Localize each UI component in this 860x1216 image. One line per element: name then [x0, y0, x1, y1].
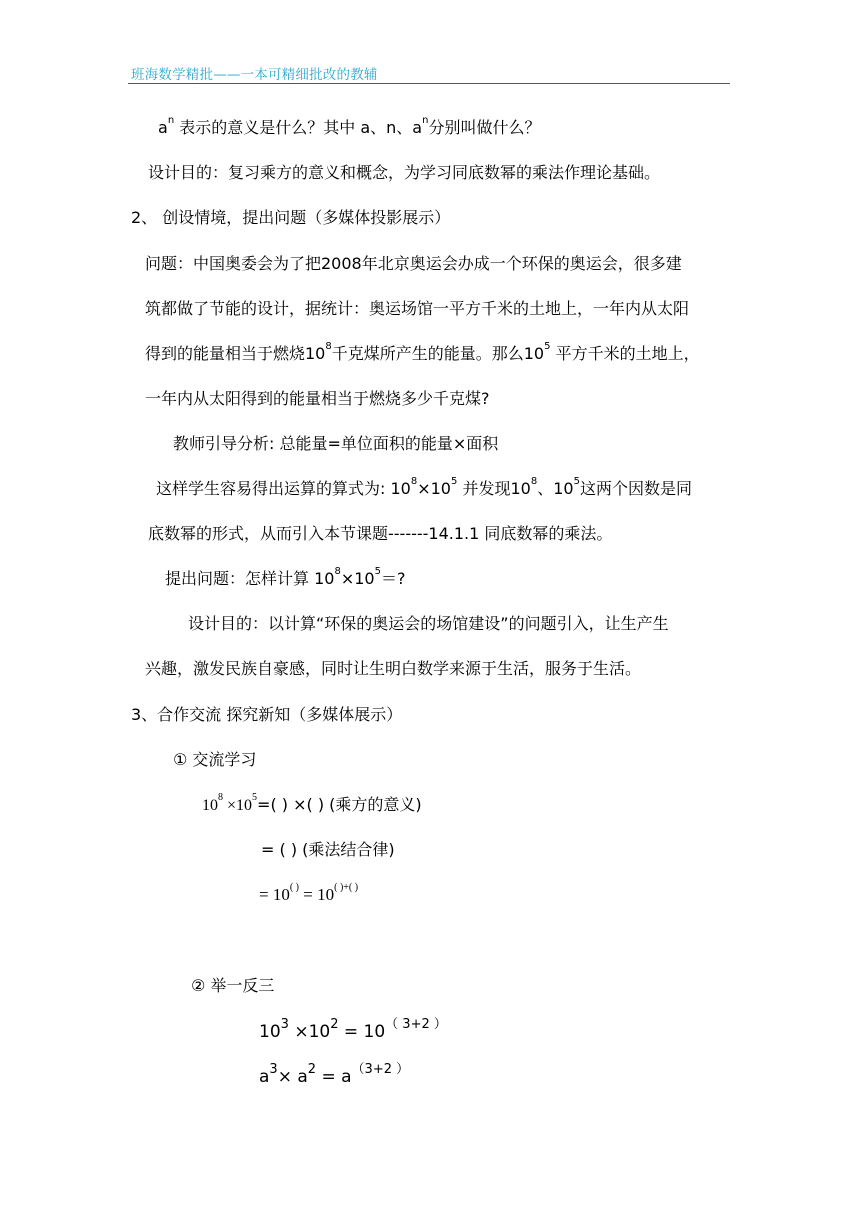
subsection-exchange: ① 交流学习	[173, 750, 257, 769]
design-purpose-2-line-1: 设计目的：以计算“环保的奥运会的场馆建设”的问题引入，让生产生	[188, 614, 669, 633]
problem-line-3: 得到的能量相当于燃烧$10^8$千克煤所产生的能量。那么$10^5$ 平方千米的土地上，	[145, 341, 700, 363]
problem-line-1: 问题：中国奥委会为了把2008年北京奥运会办成一个环保的奥运会，很多建	[145, 254, 682, 273]
example-line-1: $10^3 \times 10^2 = 10^{( 3+2 )}$	[259, 1017, 447, 1042]
header-title: 班海数学精批——一本可精细批改的教辅	[131, 67, 378, 83]
subsection-examples: ② 举一反三	[191, 976, 275, 995]
formula-line-1: 这样学生容易得出运算的算式为: $10^8\times 10^5$ 并发现$10^8$、$10^5$这两个因数是同	[156, 476, 692, 498]
section-3-title: 3、合作交流 探究新知（多媒体展示）	[131, 705, 403, 724]
design-purpose-1: 设计目的：复习乘方的意义和概念，为学习同底数幂的乘法作理论基础。	[148, 163, 661, 182]
equation-line-1: $10^8 \times 10^5=$( ) ×( ) (乘方的意义)	[202, 792, 422, 814]
example-line-2: $a^3\times a^2 = a^{(3+2 )}$	[259, 1062, 410, 1087]
ask-question: 提出问题：怎样计算 $10^8\times 10^5=$?	[165, 566, 406, 588]
equation-line-3: = 10( ) = 10( )+( )	[259, 882, 359, 904]
question-line: $a^n$ 表示的意义是什么？其中 a、n、$a^n$分别叫做什么？	[158, 115, 541, 137]
section-2-title: 2、 创设情境，提出问题（多媒体投影展示）	[131, 208, 451, 227]
header-divider	[128, 83, 730, 84]
equation-line-2: = ( ) (乘法结合律)	[261, 840, 395, 859]
formula-line-2: 底数幂的形式，从而引入本节课题-------14.1.1 同底数幂的乘法。	[148, 524, 613, 543]
problem-line-4: 一年内从太阳得到的能量相当于燃烧多少千克煤?	[145, 389, 490, 408]
design-purpose-2-line-2: 兴趣，激发民族自豪感，同时让生明白数学来源于生活，服务于生活。	[145, 659, 642, 678]
teacher-analysis: 教师引导分析: 总能量=单位面积的能量×面积	[173, 434, 499, 453]
problem-line-2: 筑都做了节能的设计，据统计：奥运场馆一平方千米的土地上，一年内从太阳	[145, 299, 690, 318]
